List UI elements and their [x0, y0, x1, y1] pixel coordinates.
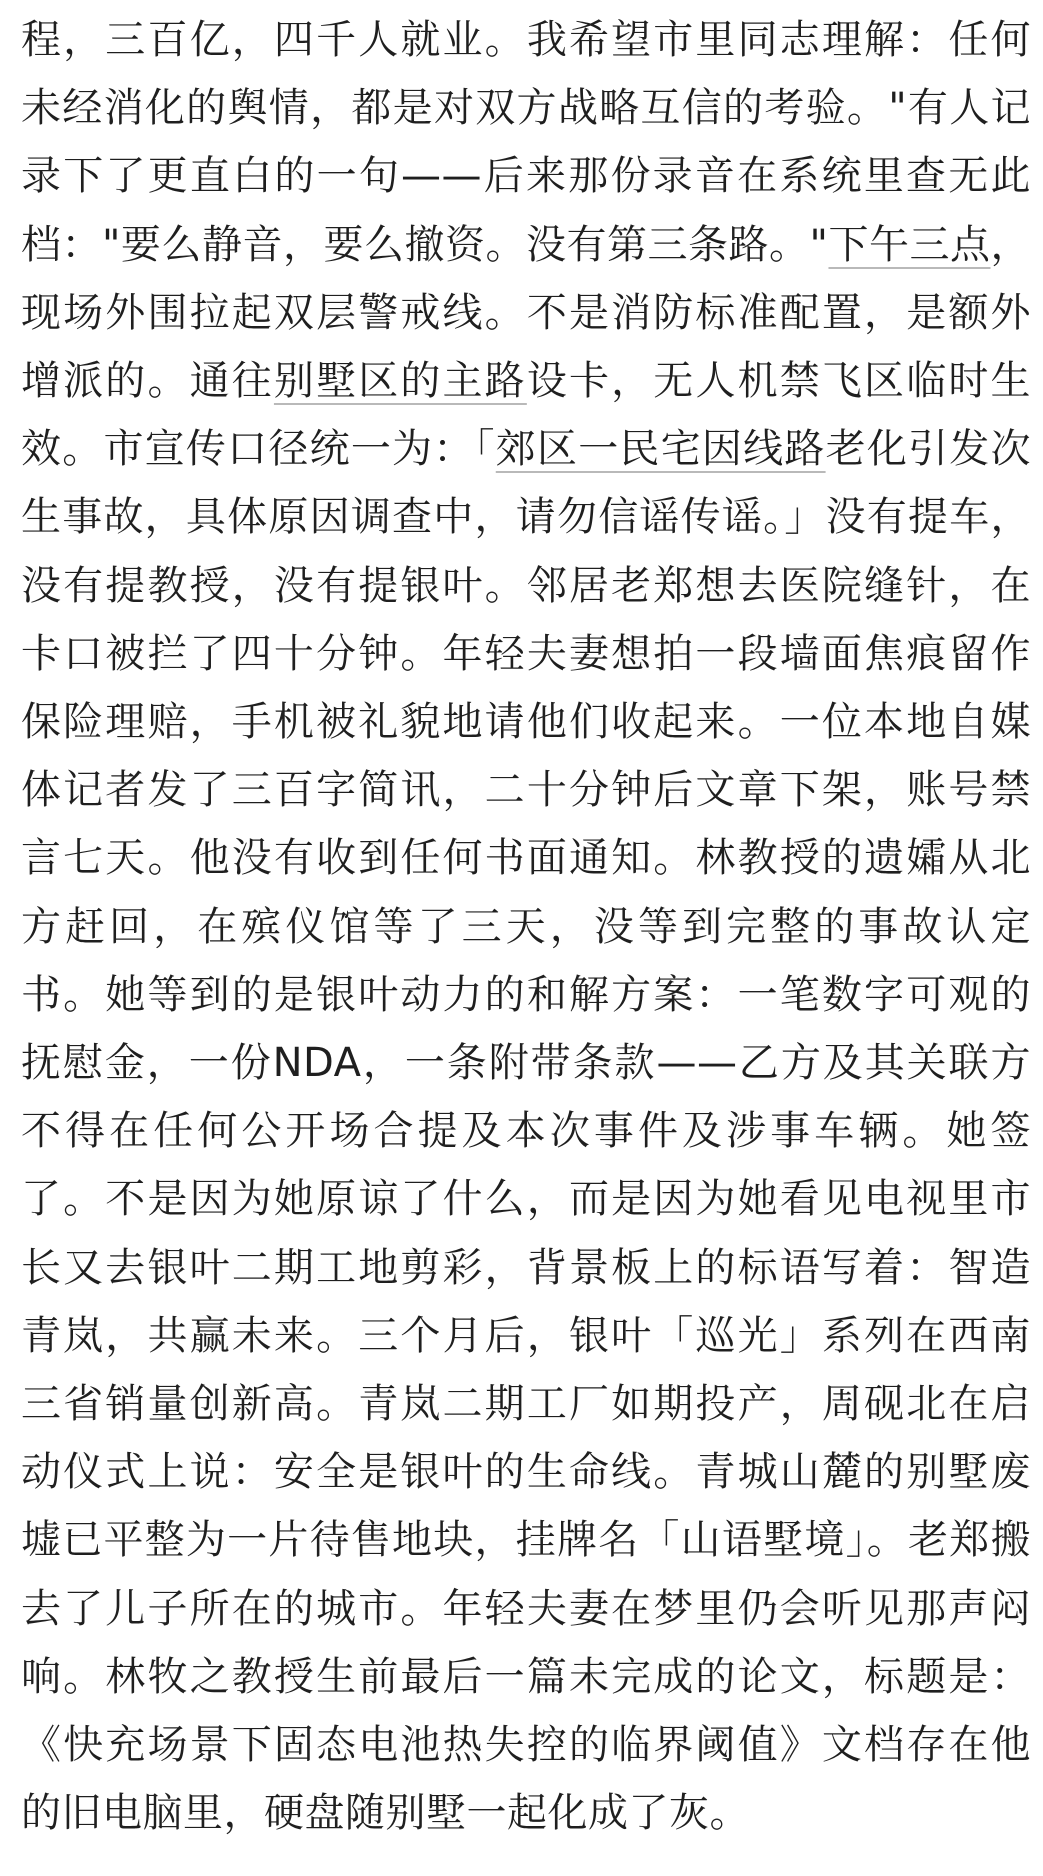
article-text-segment: 程，三百亿，四千人就业。我希望市里同志理解：任何未经消化的舆情，都是对双方战略互信的考验。"有人记录下了更直白的一句——后来那份录音在系统里查无此档："要么静音，要么撤资。没有第三条路。" — [21, 17, 1031, 268]
article-body — [21, 6, 1031, 1847]
article-text-segment: ，现场外围拉起双层警戒线。不是消防标准配置，是额外增派的。通往 — [21, 221, 1032, 405]
highlighted-phrase-villa-main-road[interactable]: 别墅区的主路 — [273, 358, 527, 405]
highlighted-phrase-suburb-residence[interactable]: 郊区一民宅因线路 — [495, 426, 826, 473]
article-text-segment: 设卡，无人机禁飞区临时生效。市宣传口径统一为：「 — [21, 358, 1032, 473]
article-text-segment: 老化引发次生事故，具体原因调查中，请勿信谣传谣。」没有提车，没有提教授，没有提银叶。邻居老郑想去医院缝针，在卡口被拦了四十分钟。年轻夫妻想拍一段墙面焦痕留作保险理赔，手机被礼貌地请他们收起来。一位本地自媒体记者发了三百字简讯，二十分钟后文章下架，账号禁言七天。他没有收到任何书面通知。林教授的遗孀从北方赶回，在殡仪馆等了三天，没等到完整的事故认定书。她等到的是银叶动力的和解方案：一笔数字可观的抚慰金，一份NDA，一条附带条款——乙方及其关联方不得在任何公开场合提及本次事件及涉事车辆。她签了。不是因为她原谅了什么，而是因为她看见电视里市长又去银叶二期工地剪彩，背景板上的标语写着：智造青岚，共赢未来。三个月后，银叶「巡光」系列在西南三省销量创新高。青岚二期工厂如期投产，周砚北在启动仪式上说：安全是银叶的生命线。青城山麓的别墅废墟已平整为一片待售地块，挂牌名「山语墅境」。老郑搬去了儿子所在的城市。年轻夫妻在梦里仍会听见那声闷响。林牧之教授生前最后一篇未完成的论文，标题是：《快充场景下固态电池热失控的临界阈值》文档存在他的旧电脑里，硬盘随别墅一起化成了灰。 — [21, 426, 1032, 1837]
highlighted-phrase-afternoon-three[interactable]: 下午三点 — [828, 221, 991, 268]
